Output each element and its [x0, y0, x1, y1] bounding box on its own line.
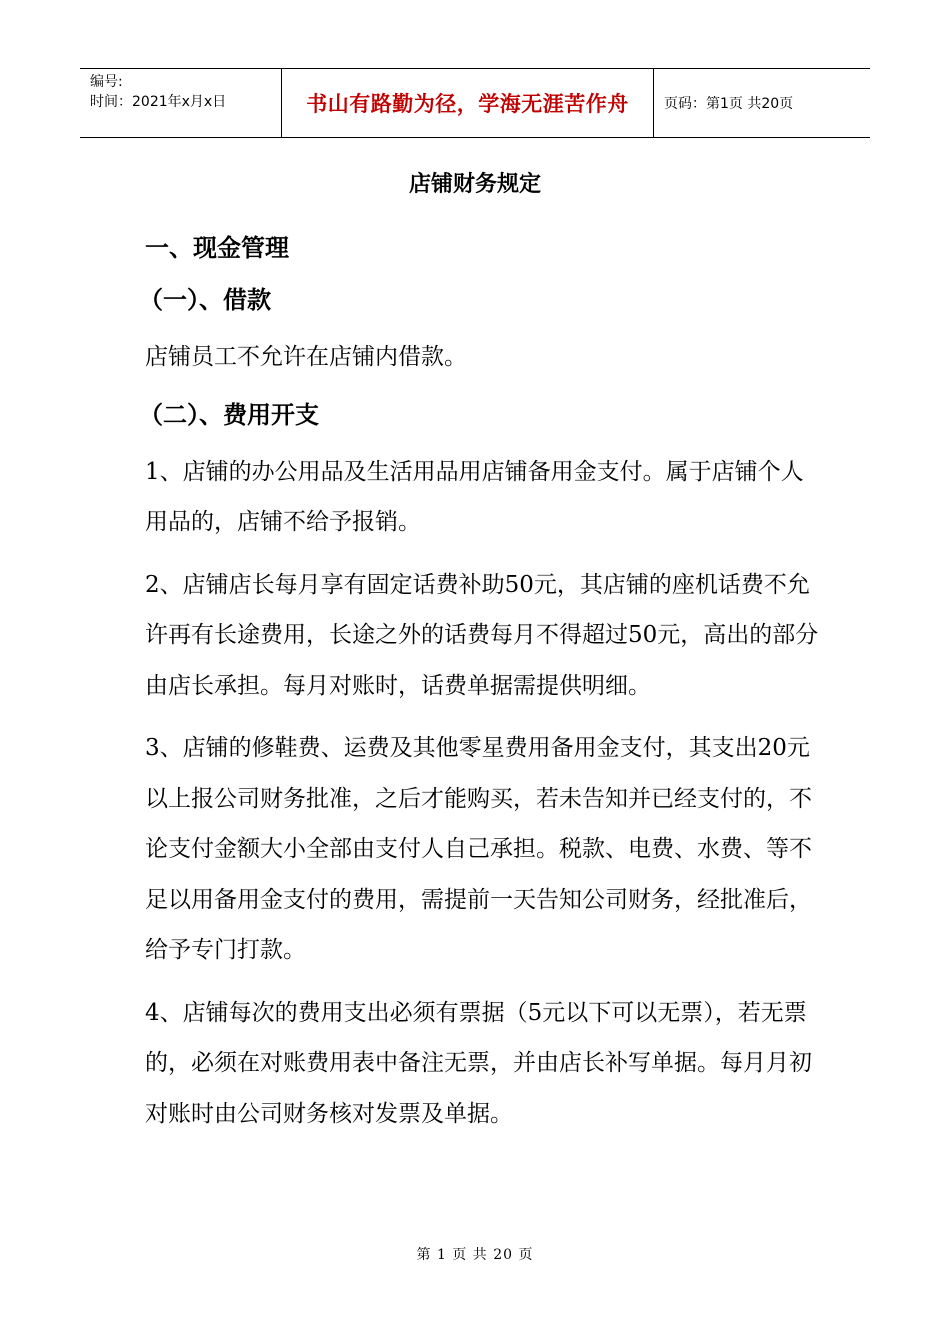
document-title: 店铺财务规定 — [408, 172, 541, 197]
time-label: 时间：2021年x月x日 — [90, 94, 227, 110]
header-motto-cell — [282, 69, 654, 137]
header-page-code: 页码：第1页 共20页 — [664, 96, 794, 112]
expense-item-1: 1、店铺的办公用品及生活用品用店铺备用金支付。属于店铺个人用品的，店铺不给予报销。 — [145, 458, 804, 535]
serial-label: 编号: — [90, 74, 123, 90]
page-header — [80, 68, 870, 138]
subsection-heading-expenses: （二）、费用开支 — [139, 400, 319, 429]
document-body — [139, 228, 825, 1151]
expense-item-2: 2、店铺店长每月享有固定话费补助50元，其店铺的座机话费不允许再有长途费用，长途之外的话费每月不得超过50元，高出的部分由店长承担。每月对账时，话费单据需提供明细。 — [145, 571, 819, 699]
subsection-heading-loans: （一）、借款 — [139, 286, 271, 314]
section-heading-cash-management: 一、现金管理 — [145, 234, 289, 262]
motto-text: 书山有路勤为径，学海无涯苦作舟 — [306, 92, 629, 116]
paragraph-loans: 店铺员工不允许在店铺内借款。 — [145, 344, 467, 370]
expense-item-3: 3、店铺的修鞋费、运费及其他零星费用备用金支付，其支出20元以上报公司财务批准，之后才能购买，若未告知并已经支付的，不论支付金额大小全部由支付人自己承担。税款、电费、水费、等不足以用备用金支付的费用，需提前一天告知公司财务，经批准后，给予专门打款。 — [145, 735, 812, 963]
header-meta — [80, 69, 282, 137]
page-footer: 第 1 页 共 20 页 — [416, 1247, 534, 1263]
expense-item-4: 4、店铺每次的费用支出必须有票据（5元以下可以无票），若无票的，必须在对账费用表中备注无票，并由店长补写单据。每月月初对账时由公司财务核对发票及单据。 — [145, 999, 812, 1127]
